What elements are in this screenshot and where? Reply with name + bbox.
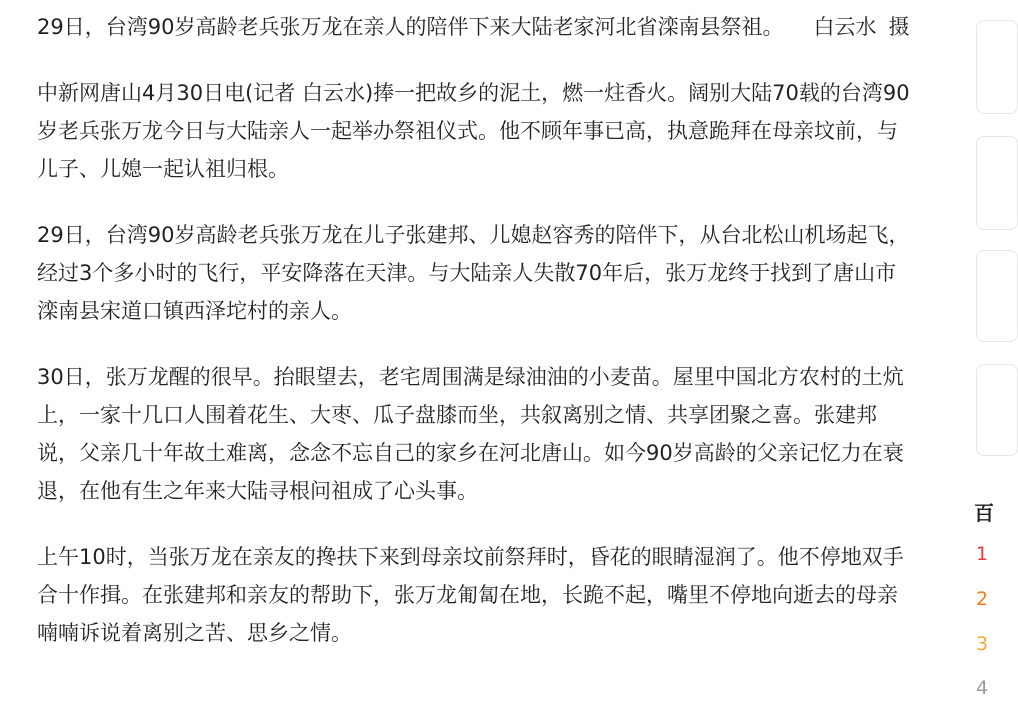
rank-number: 3 (976, 633, 989, 655)
rank-number: 1 (976, 543, 989, 565)
paragraph-3: 30日，张万龙醒的很早。抬眼望去，老宅周围满是绿油油的小麦苗。屋里中国北方农村的土炕上，一家十几口人围着花生、大枣、瓜子盘膝而坐，共叙离别之情、共享团聚之喜。张建邦说，父亲几十年故土难离，念念不忘自己的家乡在河北唐山。如今90岁高龄的父亲记忆力在衰退，在他有生之年来大陆寻根问祖成了心头事。 (37, 365, 904, 503)
sidebar-card[interactable] (976, 136, 1018, 230)
paragraph-1: 中新网唐山4月30日电(记者 白云水)捧一把故乡的泥土，燃一炷香火。阔别大陆70载的台湾90岁老兵张万龙今日与大陆亲人一起举办祭祖仪式。他不顾年事已高，执意跪拜在母亲坟前，与儿子、儿媳一起认祖归根。 (37, 81, 910, 181)
photo-caption (37, 8, 912, 46)
rank-number: 2 (976, 588, 989, 610)
rank-number: 4 (976, 677, 989, 699)
sidebar-card[interactable] (976, 364, 1018, 456)
paragraph-2: 29日，台湾90岁高龄老兵张万龙在儿子张建邦、儿媳赵容秀的陪伴下，从台北松山机场起飞，经过3个多小时的飞行，平安降落在天津。与大陆亲人失散70年后，张万龙终于找到了唐山市滦南县宋道口镇西泽坨村的亲人。 (37, 223, 910, 323)
article-body (37, 8, 912, 680)
caption-text: 29日，台湾90岁高龄老兵张万龙在亲人的陪伴下来大陆老家河北省滦南县祭祖。 (37, 15, 784, 39)
caption-credit-name: 白云水 (813, 15, 877, 39)
sidebar-card[interactable] (976, 20, 1018, 114)
paragraph-4: 上午10时，当张万龙在亲友的搀扶下来到母亲坟前祭拜时，昏花的眼睛湿润了。他不停地双手合十作揖。在张建邦和亲友的帮助下，张万龙匍匐在地，长跪不起，嘴里不停地向逝去的母亲喃喃诉说着离别之苦、思乡之情。 (37, 545, 904, 645)
sidebar-ranking-heading: 百 (974, 501, 994, 525)
caption-credit-suffix: 摄 (888, 15, 910, 39)
sidebar-card[interactable] (976, 250, 1018, 342)
